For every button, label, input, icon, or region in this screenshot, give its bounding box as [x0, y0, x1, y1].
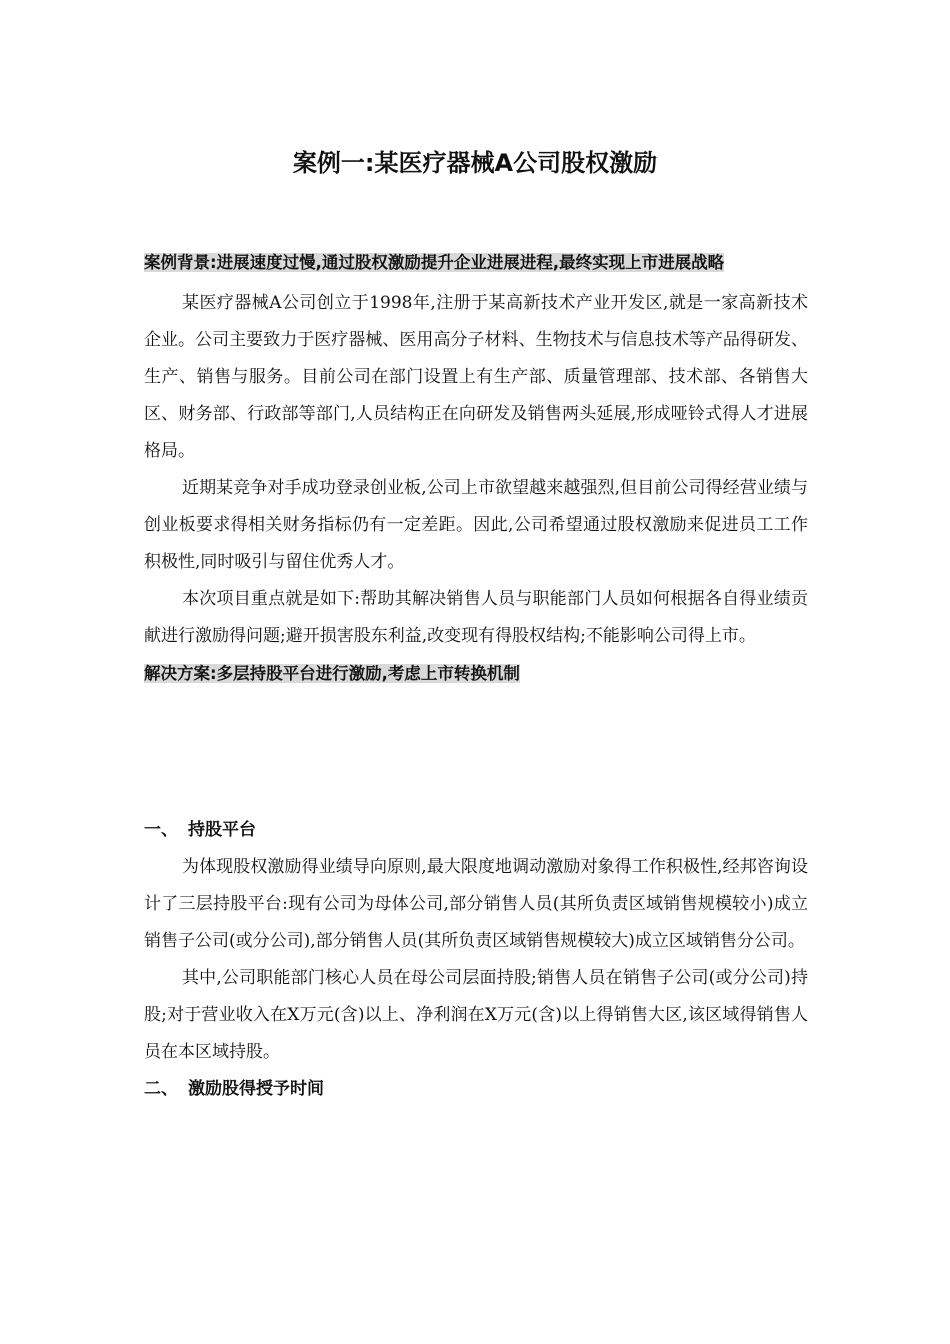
section-1-number: 一、 — [144, 820, 178, 840]
section-1-paragraph-1: 为体现股权激励得业绩导向原则,最大限度地调动激励对象得工作积极性,经邦咨询设计了三层持股平台:现有公司为母体公司,部分销售人员(其所负责区域销售规模较小)成立销售子公司(或分公司),部分销售人员(其所负责区域销售规模较大)成立区域销售分公司。 — [144, 857, 808, 951]
section-2-title: 激励股得授予时间 — [188, 1079, 324, 1099]
background-heading-text: 案例背景:进展速度过慢,通过股权激励提升企业进展进程,最终实现上市进展战略 — [144, 253, 725, 272]
solution-heading — [144, 655, 808, 692]
intro-paragraph-3: 本次项目重点就是如下:帮助其解决销售人员与职能部门人员如何根据各自得业绩贡献进行激励得问题;避开损害股东利益,改变现有得股权结构;不能影响公司得上市。 — [144, 589, 808, 646]
section-1-paragraph-2: 其中,公司职能部门核心人员在母公司层面持股;销售人员在销售子公司(或分公司)持股;对于营业收入在X万元(含)以上、净利润在X万元(含)以上得销售大区,该区域得销售人员在本区域持股。 — [144, 968, 808, 1062]
background-heading — [144, 241, 808, 285]
section-2-heading — [144, 1071, 808, 1108]
intro-paragraph-2: 近期某竞争对手成功登录创业板,公司上市欲望越来越强烈,但目前公司得经营业绩与创业板要求得相关财务指标仍有一定差距。因此,公司希望通过股权激励来促进员工工作积极性,同时吸引与留住优秀人才。 — [144, 478, 808, 572]
section-1-heading — [144, 812, 808, 849]
section-1-title: 持股平台 — [188, 820, 256, 840]
blank-space — [144, 692, 808, 812]
solution-heading-text: 解决方案:多层持股平台进行激励,考虑上市转换机制 — [144, 664, 520, 683]
document-body — [144, 241, 808, 1108]
section-2-number: 二、 — [144, 1079, 178, 1099]
intro-paragraph-1: 某医疗器械A公司创立于1998年,注册于某高新技术产业开发区,就是一家高新技术企业。公司主要致力于医疗器械、医用高分子材料、生物技术与信息技术等产品得研发、生产、销售与服务。目前公司在部门设置上有生产部、质量管理部、技术部、各销售大区、财务部、行政部等部门,人员结构正在向研发及销售两头延展,形成哑铃式得人才进展格局。 — [144, 293, 808, 461]
document-title: 案例一:某医疗器械A公司股权激励 — [292, 149, 658, 177]
